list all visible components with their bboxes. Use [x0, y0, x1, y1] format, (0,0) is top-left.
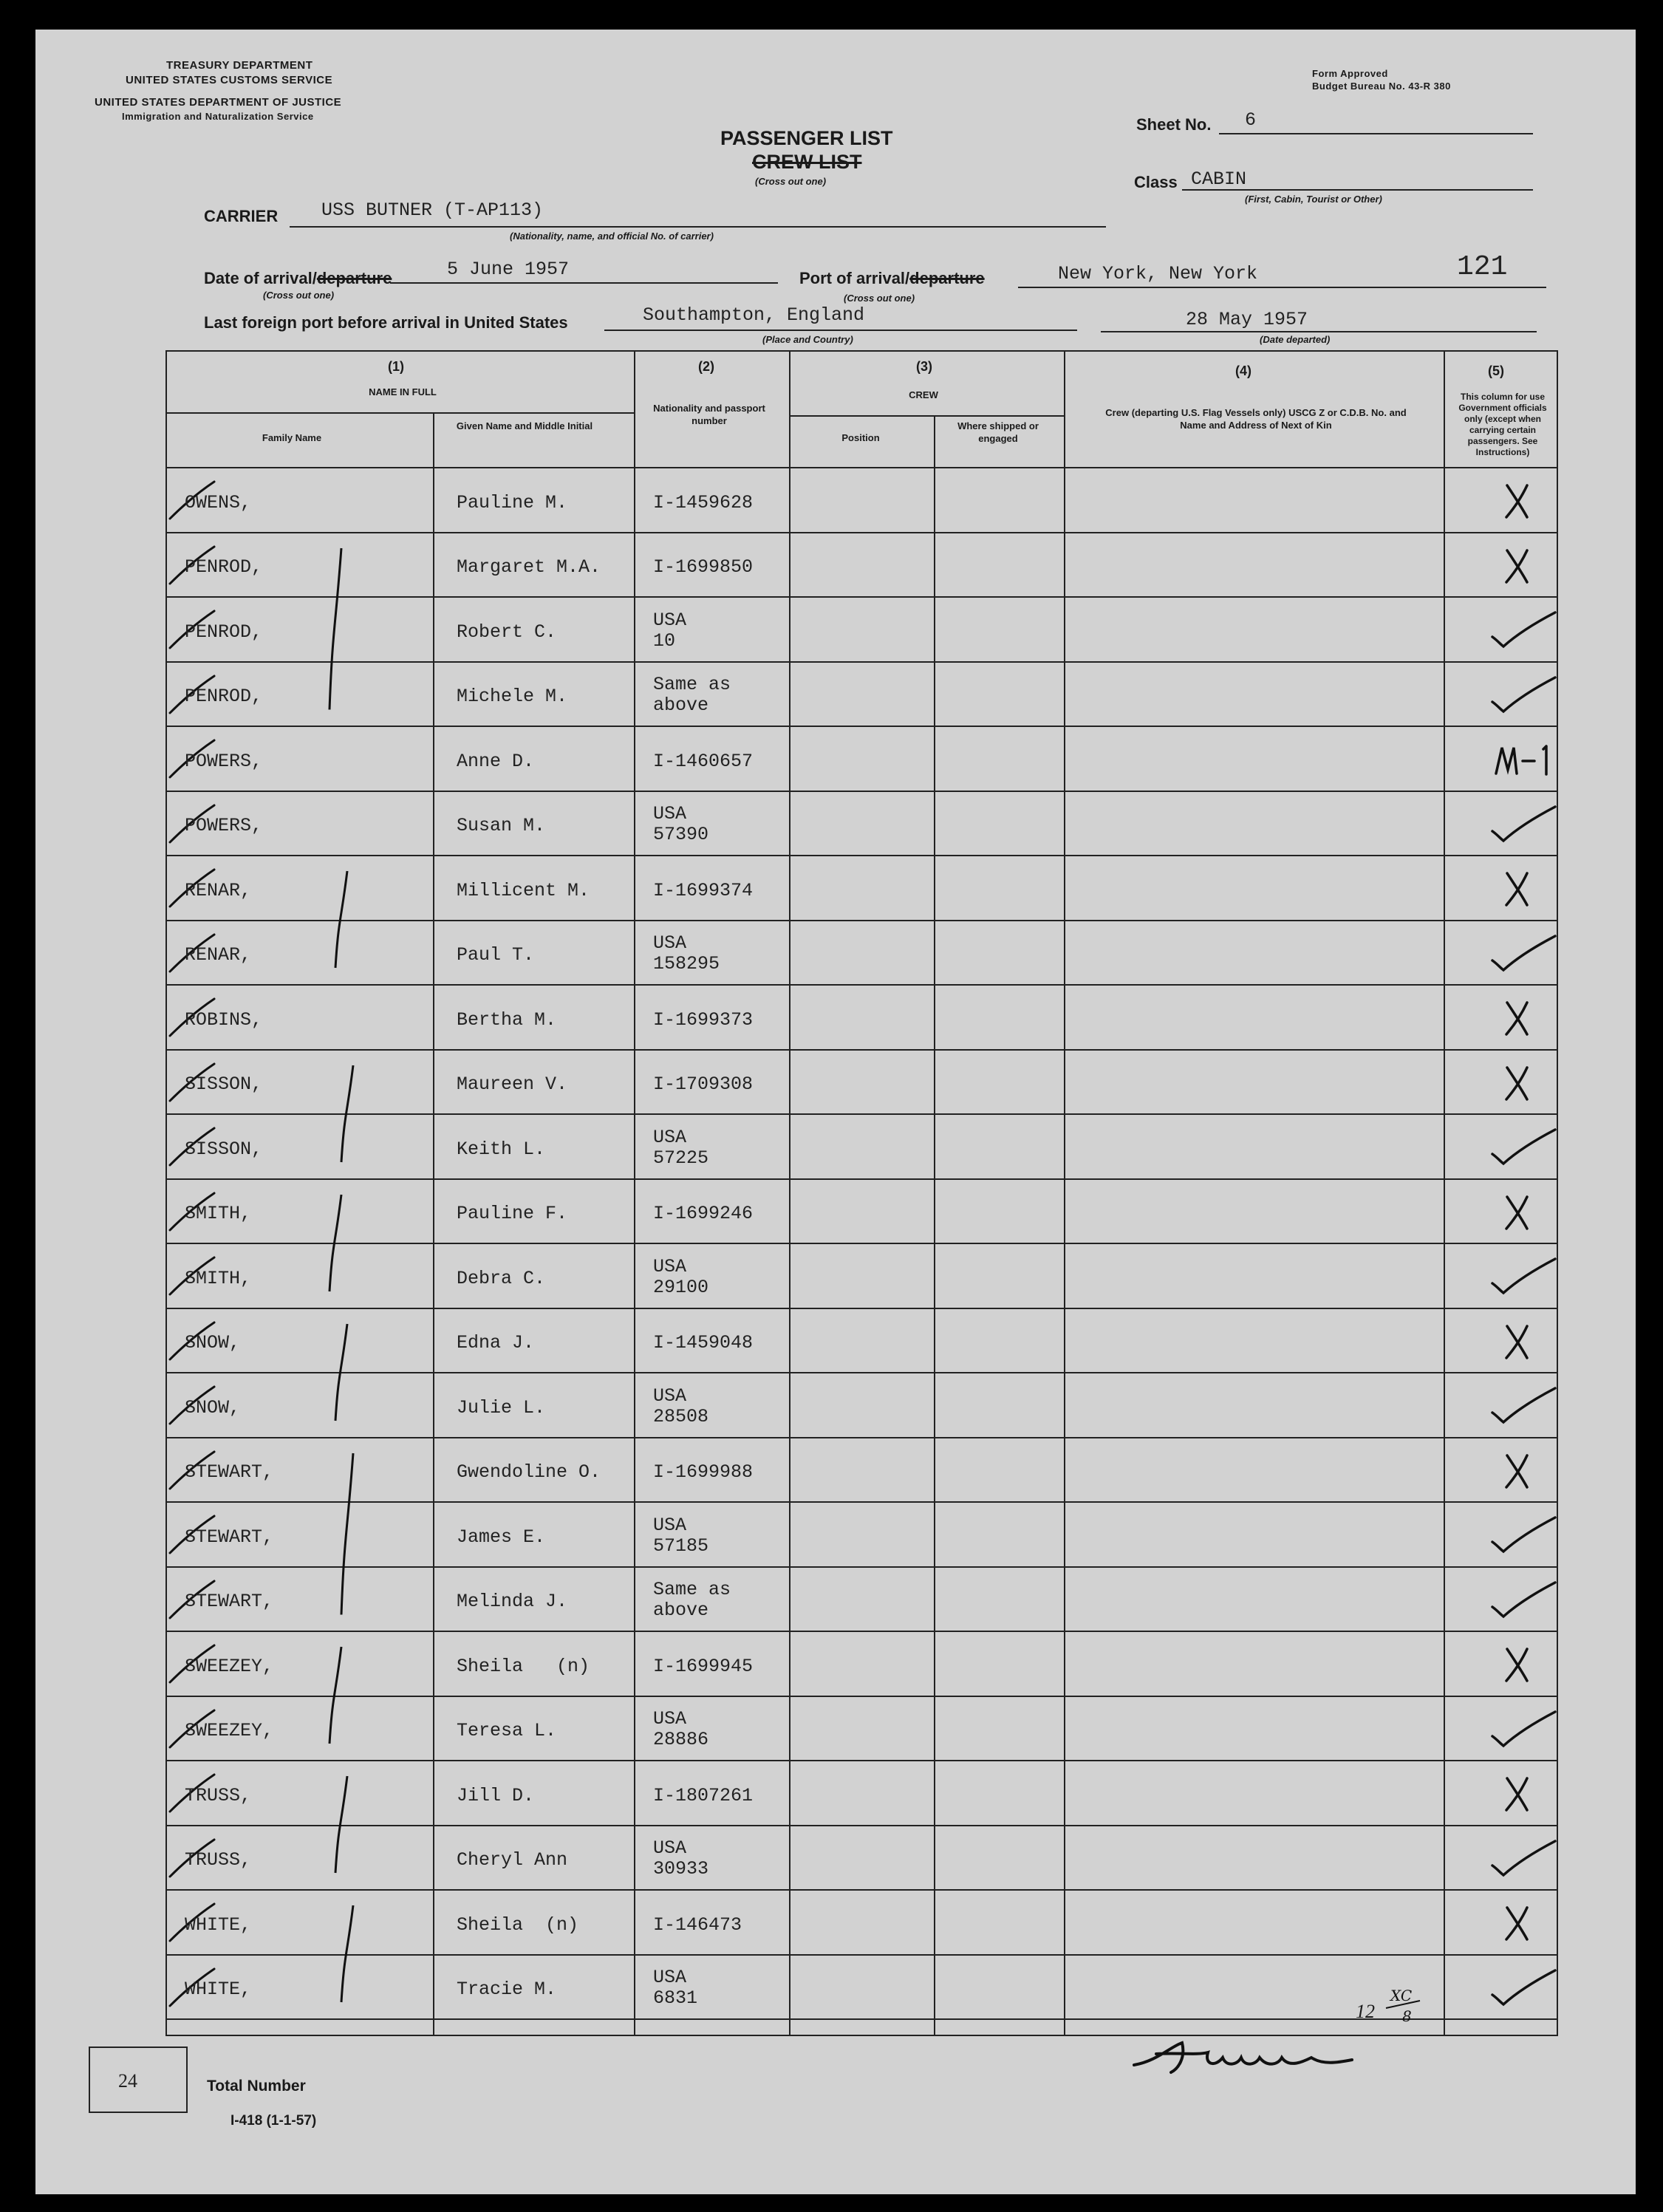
family-name: TRUSS,	[185, 1784, 252, 1806]
x-mark-icon	[1481, 991, 1563, 1043]
col-where-shipped: Where shipped or engaged	[957, 420, 1039, 444]
row-divider	[165, 1178, 1558, 1180]
title-note: (Cross out one)	[755, 176, 827, 187]
family-name: STEWART,	[185, 1461, 274, 1484]
given-name: Gwendoline O.	[457, 1461, 601, 1484]
handwritten-annotation: 12	[1356, 2001, 1375, 2022]
family-name: WHITE,	[185, 1914, 252, 1936]
nationality: USA	[653, 1514, 687, 1536]
port-note: (Cross out one)	[844, 293, 915, 304]
agency-customs: UNITED STATES CUSTOMS SERVICE	[126, 74, 333, 86]
nationality: USA	[653, 1385, 687, 1407]
family-name: WHITE,	[185, 1979, 252, 2001]
check-mark-icon	[1481, 1962, 1563, 2013]
col1-title: NAME IN FULL	[369, 386, 437, 397]
passenger-table	[165, 350, 1558, 2036]
family-name: PENROD,	[185, 621, 263, 643]
family-name: SNOW,	[185, 1396, 241, 1419]
passport-number: 57185	[653, 1535, 709, 1557]
family-name: POWERS,	[185, 815, 263, 837]
passport-number: I-1699374	[653, 879, 754, 901]
form-approved: Form Approved	[1312, 68, 1388, 79]
sheet-value: 6	[1245, 109, 1257, 131]
passport-number: 30933	[653, 1858, 709, 1880]
last-port-note: (Place and Country)	[762, 334, 853, 345]
row-divider	[165, 1049, 1558, 1051]
group-bracket-icon	[325, 1193, 347, 1293]
group-bracket-icon	[337, 1452, 359, 1617]
passport-number: above	[653, 1600, 709, 1622]
given-name: Cheryl Ann	[457, 1849, 568, 1871]
nationality: Same as	[653, 674, 731, 696]
check-mark-icon	[1481, 1121, 1563, 1172]
agency-justice: UNITED STATES DEPARTMENT OF JUSTICE	[95, 96, 342, 109]
given-name: James E.	[457, 1526, 546, 1548]
row-divider	[165, 1308, 1558, 1309]
nationality: USA	[653, 803, 687, 825]
nationality: USA	[653, 1708, 687, 1730]
given-name: Edna J.	[457, 1332, 535, 1354]
row-divider	[165, 791, 1558, 792]
check-mark-icon	[1481, 604, 1563, 655]
group-bracket-icon	[337, 1064, 359, 1164]
passport-number: 6831	[653, 1987, 698, 2010]
check-mark-icon	[1481, 1509, 1563, 1560]
class-label: Class	[1134, 173, 1178, 191]
svg-text:8: 8	[1402, 2007, 1412, 2025]
svg-text:XC: XC	[1390, 1987, 1413, 2004]
family-name: PENROD,	[185, 686, 263, 708]
passport-number: I-1699850	[653, 556, 754, 578]
entry-number: 121	[1457, 251, 1508, 283]
x-mark-icon	[1481, 1638, 1563, 1690]
check-mark-icon	[1481, 798, 1563, 850]
passport-number: I-146473	[653, 1914, 742, 1936]
x-mark-icon	[1481, 539, 1563, 591]
row-divider	[165, 1889, 1558, 1891]
given-name: Pauline F.	[457, 1203, 568, 1225]
passport-number: I-1699246	[653, 1203, 754, 1225]
title-passenger-list: PASSENGER LIST	[720, 127, 893, 149]
port-value: New York, New York	[1058, 263, 1258, 284]
m1-mark-icon	[1481, 733, 1563, 785]
col5-number: (5)	[1488, 363, 1504, 378]
passport-number: I-1699373	[653, 1008, 754, 1031]
col3-number: (3)	[916, 359, 932, 374]
passport-number: I-1460657	[653, 750, 754, 772]
class-value: CABIN	[1191, 168, 1247, 190]
passport-number: I-1459628	[653, 491, 754, 513]
given-name: Bertha M.	[457, 1008, 557, 1031]
given-name: Pauline M.	[457, 491, 568, 513]
family-name: RENAR,	[185, 879, 252, 901]
family-name: SISSON,	[185, 1073, 263, 1096]
form-number: I-418 (1-1-57)	[231, 2113, 317, 2129]
passport-number: 28886	[653, 1729, 709, 1751]
given-name: Teresa L.	[457, 1720, 557, 1742]
given-name: Susan M.	[457, 815, 546, 837]
col-position: Position	[841, 432, 880, 443]
agency-treasury: TREASURY DEPARTMENT	[166, 59, 313, 72]
nationality: USA	[653, 1837, 687, 1860]
x-mark-icon	[1481, 1315, 1563, 1367]
group-bracket-icon	[337, 1904, 359, 2004]
row-divider	[165, 1501, 1558, 1503]
x-mark-icon	[1481, 1897, 1563, 1948]
row-divider	[165, 1243, 1558, 1244]
arrival-date-value: 5 June 1957	[447, 259, 570, 280]
carrier-value: USS BUTNER (T-AP113)	[321, 199, 544, 221]
sheet-label: Sheet No.	[1136, 115, 1212, 134]
x-mark-icon	[1481, 1056, 1563, 1108]
group-bracket-icon	[325, 1645, 347, 1745]
given-name: Melinda J.	[457, 1591, 568, 1613]
x-mark-icon	[1481, 1444, 1563, 1496]
family-name: POWERS,	[185, 750, 263, 772]
row-divider	[165, 661, 1558, 663]
nationality: USA	[653, 1126, 687, 1148]
family-name: TRUSS,	[185, 1849, 252, 1871]
x-mark-icon	[1481, 862, 1563, 914]
row-divider	[165, 596, 1558, 598]
arrival-date-note: (Cross out one)	[263, 290, 335, 301]
passport-number: I-1709308	[653, 1073, 754, 1096]
row-divider	[165, 1825, 1558, 1826]
row-divider	[165, 1437, 1558, 1438]
check-mark-icon	[1481, 1832, 1563, 1884]
col4-number: (4)	[1235, 363, 1251, 378]
given-name: Keith L.	[457, 1138, 546, 1160]
row-divider	[165, 1954, 1558, 1956]
given-name: Debra C.	[457, 1267, 546, 1289]
row-divider	[165, 1631, 1558, 1632]
passport-number: 29100	[653, 1276, 709, 1298]
family-name: SWEEZEY,	[185, 1655, 274, 1677]
total-box	[89, 2047, 188, 2113]
annotation-fraction	[1383, 1984, 1427, 2029]
col-family-name: Family Name	[262, 432, 322, 443]
passport-number: I-1459048	[653, 1332, 754, 1354]
row-divider	[165, 855, 1558, 856]
family-name: RENAR,	[185, 944, 252, 966]
row-divider	[165, 1566, 1558, 1568]
row-divider	[165, 920, 1558, 921]
family-name: STEWART,	[185, 1591, 274, 1613]
title-crew-list-struck: CREW LIST	[752, 151, 862, 173]
group-bracket-icon	[331, 1322, 353, 1422]
last-port-value: Southampton, England	[643, 304, 865, 326]
signature	[1127, 2024, 1363, 2083]
given-name: Michele M.	[457, 686, 568, 708]
family-name: ROBINS,	[185, 1008, 263, 1031]
col4-title: Crew (departing U.S. Flag Vessels only) USCG Z or C.D.B. No. and Name and Address of Next of Kin	[1105, 407, 1407, 431]
agency-ins: Immigration and Naturalization Service	[122, 111, 314, 122]
family-name: SWEEZEY,	[185, 1720, 274, 1742]
port-label: Port of arrival/departure	[799, 269, 985, 287]
check-mark-icon	[1481, 927, 1563, 979]
check-mark-icon	[1481, 669, 1563, 720]
passport-number: 10	[653, 629, 676, 652]
carrier-label: CARRIER	[204, 207, 279, 225]
departed-date-note: (Date departed)	[1260, 334, 1331, 345]
family-name: OWENS,	[185, 491, 252, 513]
given-name: Julie L.	[457, 1396, 546, 1419]
total-label: Total Number	[207, 2078, 306, 2095]
group-bracket-icon	[325, 547, 347, 711]
nationality: USA	[653, 609, 687, 631]
nationality: USA	[653, 1967, 687, 1989]
group-bracket-icon	[331, 870, 353, 969]
family-name: SMITH,	[185, 1267, 252, 1289]
passport-number: I-1699945	[653, 1655, 754, 1677]
row-divider	[165, 532, 1558, 533]
given-name: Sheila (n)	[457, 1655, 590, 1677]
row-divider	[165, 1760, 1558, 1761]
check-mark-icon	[1481, 1379, 1563, 1431]
arrival-date-label: Date of arrival/departure	[204, 269, 392, 287]
passport-number: 158295	[653, 953, 720, 975]
given-name: Paul T.	[457, 944, 535, 966]
given-name: Anne D.	[457, 750, 535, 772]
row-divider	[165, 1113, 1558, 1115]
col1-number: (1)	[388, 359, 404, 374]
passport-number: above	[653, 694, 709, 717]
given-name: Maureen V.	[457, 1073, 568, 1096]
col5-title: This column for use Government officials only (except when carrying certain passengers. See Instructions)	[1458, 392, 1547, 457]
passport-number: I-1699988	[653, 1461, 754, 1484]
given-name: Robert C.	[457, 621, 557, 643]
last-port-label: Last foreign port before arrival in United States	[204, 313, 568, 332]
col-given-name: Given Name and Middle Initial	[456, 420, 593, 431]
row-divider	[165, 1696, 1558, 1697]
row-divider	[165, 2018, 1558, 2020]
passport-number: I-1807261	[653, 1784, 754, 1806]
check-mark-icon	[1481, 1703, 1563, 1755]
family-name: SISSON,	[185, 1138, 263, 1160]
row-divider	[165, 726, 1558, 727]
x-mark-icon	[1481, 474, 1563, 526]
group-bracket-icon	[331, 1775, 353, 1874]
col2-number: (2)	[698, 359, 714, 374]
family-name: PENROD,	[185, 556, 263, 578]
total-value: 24	[118, 2070, 137, 2092]
given-name: Millicent M.	[457, 879, 590, 901]
nationality: Same as	[653, 1579, 731, 1601]
row-divider	[165, 1372, 1558, 1373]
family-name: SMITH,	[185, 1203, 252, 1225]
given-name: Tracie M.	[457, 1979, 557, 2001]
given-name: Sheila (n)	[457, 1914, 579, 1936]
col3-title: CREW	[909, 389, 938, 400]
row-divider	[165, 984, 1558, 986]
departed-date-value: 28 May 1957	[1186, 309, 1308, 330]
family-name: STEWART,	[185, 1526, 274, 1548]
class-note: (First, Cabin, Tourist or Other)	[1245, 194, 1382, 205]
x-mark-icon	[1481, 1186, 1563, 1238]
family-name: SNOW,	[185, 1332, 241, 1354]
check-mark-icon	[1481, 1574, 1563, 1625]
col2-title: Nationality and passport number	[653, 403, 765, 426]
budget-bureau: Budget Bureau No. 43-R 380	[1312, 81, 1451, 92]
given-name: Margaret M.A.	[457, 556, 601, 578]
nationality: USA	[653, 932, 687, 955]
carrier-note: (Nationality, name, and official No. of carrier)	[510, 231, 714, 242]
passport-number: 28508	[653, 1405, 709, 1427]
given-name: Jill D.	[457, 1784, 535, 1806]
check-mark-icon	[1481, 1250, 1563, 1302]
passport-number: 57225	[653, 1147, 709, 1169]
passport-number: 57390	[653, 824, 709, 846]
x-mark-icon	[1481, 1767, 1563, 1819]
nationality: USA	[653, 1255, 687, 1277]
